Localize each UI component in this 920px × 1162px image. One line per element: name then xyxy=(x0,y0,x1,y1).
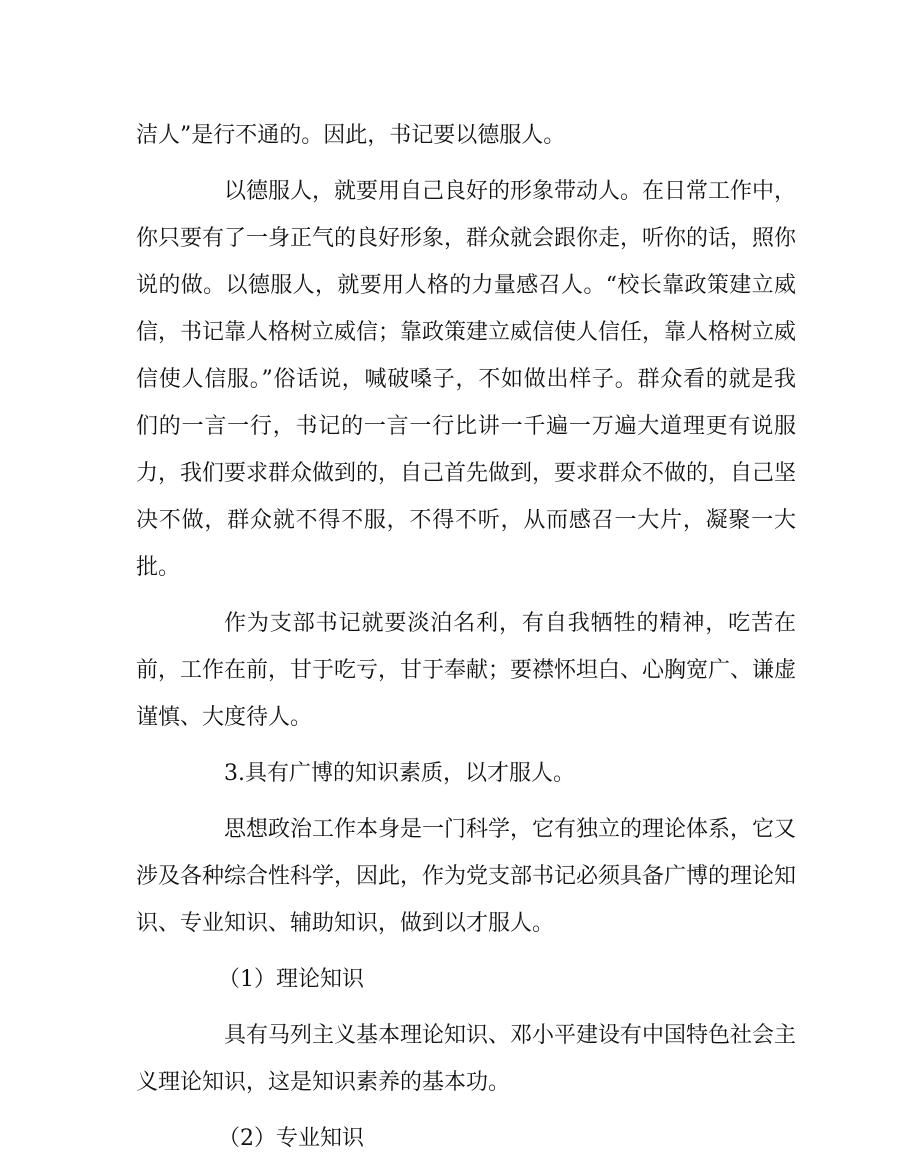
subheading-theory-knowledge: （1）理论知识 xyxy=(218,967,364,992)
paragraph-gap xyxy=(136,159,796,168)
paragraph-lead-by-virtue: 以德服人，就要用自己良好的形象带动人。在日常工作中，你只要有了一身正气的良好形象，群众就会跟你走，听你的话，照你说的做。以德服人，就要用人格的力量感召人。“校长靠政策建立威信，书记靠人格树立威信；靠政策建立威信使人信任，靠人格树立威信使人信服。”俗话说，喊破嗓子，不如做出样子。群众看的就是我们的一言一行，书记的一言一行比讲一千遍一万遍大道理更有说服力，我们要求群众做到的，自己首先做到，要求群众不做的，自己坚决不做，群众就不得不服，不得不听，从而感召一大片，凝聚一大批。 xyxy=(136,179,797,580)
paragraph-gap xyxy=(136,741,796,750)
document-body xyxy=(136,112,796,1162)
paragraph-gap xyxy=(136,947,796,956)
subheading-professional-knowledge: （2）专业知识 xyxy=(218,1126,364,1151)
paragraph-political-work: 思想政治工作本身是一门科学，它有独立的理论体系，它又涉及各种综合性科学，因此，作为党支部书记必须具备广博的理论知识、专业知识、辅助知识，做到以才服人。 xyxy=(136,817,797,936)
paragraph-branch-secretary: 作为支部书记就要淡泊名利，有自我牺牲的精神，吃苦在前，工作在前，甘于吃亏，甘于奉献；要襟怀坦白、心胸宽广、谦虚谨慎、大度待人。 xyxy=(136,611,797,730)
paragraph-gap xyxy=(136,797,796,806)
paragraph-gap xyxy=(136,591,796,600)
paragraph-gap xyxy=(136,1106,796,1115)
paragraph-theory-knowledge: 具有马列主义基本理论知识、邓小平建设有中国特色社会主义理论知识，这是知识素养的基本功。 xyxy=(136,1023,797,1095)
paragraph-continuation: 洁人”是行不通的。因此，书记要以德服人。 xyxy=(136,123,566,148)
section-heading-knowledge: 3.具有广博的知识素质，以才服人。 xyxy=(224,761,575,786)
paragraph-gap xyxy=(136,1003,796,1012)
